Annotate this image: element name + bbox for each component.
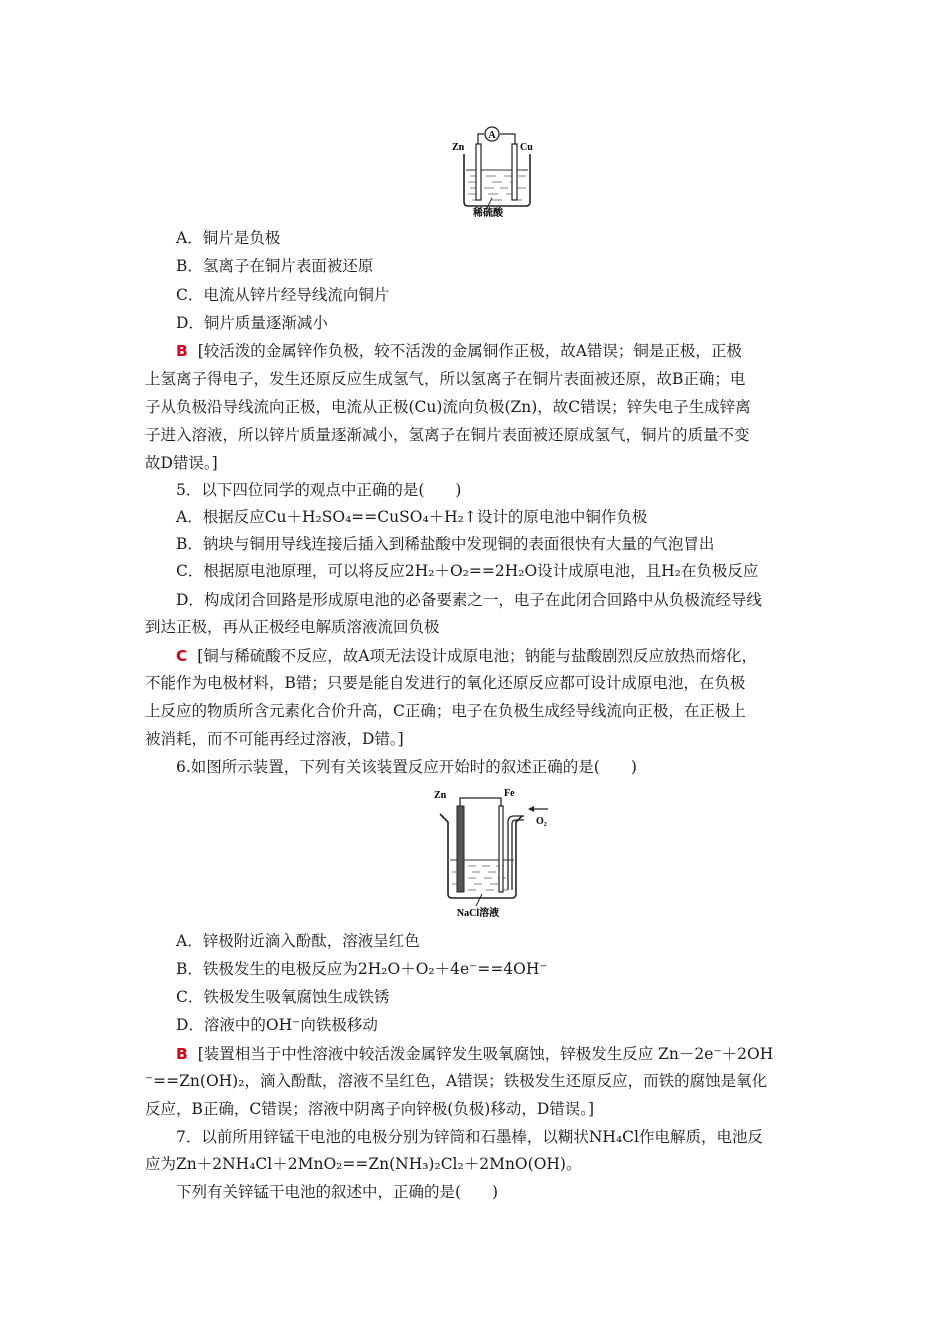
q4-explanation-5: 故D错误。] [145,454,218,472]
q5-answer: C [176,647,188,665]
q5-explanation-2: 不能作为电极材料，B错；只要是能自发进行的氧化还原反应都可设计成原电池，在负极 [145,674,746,692]
zn-label: Zn [452,142,465,153]
q4-option-d: D．铜片质量逐渐减小 [176,314,328,332]
fe-label: Fe [504,788,515,799]
q4-explanation-4: 子进入溶液，所以锌片质量逐渐减小，氢离子在铜片表面被还原成氢气，铜片的质量不变 [145,426,750,444]
zn-cu-cell-diagram [452,126,542,218]
q7-stem-2: 应为Zn＋2NH₄Cl＋2MnO₂==Zn(NH₃)₂Cl₂＋2MnO(OH)。 [145,1155,582,1173]
q4-option-b: B．氢离子在铜片表面被还原 [176,257,374,275]
q6-option-a: A．锌极附近滴入酚酞，溶液呈红色 [176,932,420,950]
q5-option-a: A．根据反应Cu＋H₂SO₄==CuSO₄＋H₂↑设计的原电池中铜作负极 [176,508,648,526]
q4-explanation-1: [较活泼的金属锌作负极，较不活泼的金属铜作正极，故A错误；铜是正极，正极 [197,342,742,360]
q7-stem-1: 7．以前所用锌锰干电池的电极分别为锌筒和石墨棒，以糊状NH₄Cl作电解质，电池反 [176,1128,763,1146]
q6-explanation-2: ⁻==Zn(OH)₂，滴入酚酞，溶液不呈红色，A错误；铁极发生还原反应，而铁的腐蚀是氧化 [145,1072,768,1090]
q5-option-b: B．钠块与铜用导线连接后插入到稀盐酸中发现铜的表面很快有大量的气泡冒出 [176,535,715,553]
q4-option-c: C．电流从锌片经导线流向铜片 [176,286,390,304]
q5-option-d-1: D．构成闭合回路是形成原电池的必备要素之一，电子在此闭合回路中从负极流经导线 [176,591,762,609]
q5-explanation-4: 被消耗，而不可能再经过溶液，D错。] [145,730,404,748]
q4-answer-line [176,341,742,361]
q5-answer-line [176,646,757,666]
q6-explanation-1: [装置相当于中性溶液中较活泼金属锌发生吸氧腐蚀，锌极发生反应 Zn－2e⁻＋2OH [197,1045,774,1063]
q6-option-d: D．溶液中的OH⁻向铁极移动 [176,1016,378,1034]
q5-option-d-2: 到达正极，再从正极经电解质溶液流回负极 [145,618,440,636]
q4-option-a: A．铜片是负极 [176,229,281,247]
q6-answer-line [176,1044,773,1064]
zn-label: Zn [434,790,447,801]
solution-label: NaCl溶液 [456,908,500,919]
q5-stem: 5．以下四位同学的观点中正确的是( ) [176,481,462,499]
q6-option-b: B．铁极发生的电极反应为2H₂O＋O₂＋4e⁻==4OH⁻ [176,960,548,978]
q4-explanation-3: 子从负极沿导线流向正极，电流从正极(Cu)流向负极(Zn)，故C错误；锌失电子生成锌离 [145,398,751,416]
cu-label: Cu [520,142,533,153]
q5-explanation-3: 上反应的物质所含元素化合价升高，C正确；电子在负极生成经导线流向正极，在正极上 [145,702,746,720]
q6-explanation-3: 反应，B正确，C错误；溶液中阴离子向锌极(负极)移动，D错误。] [145,1100,595,1118]
q5-option-c: C．根据原电池原理，可以将反应2H₂＋O₂==2H₂O设计成原电池，且H₂在负极反应 [176,562,759,580]
o2-label: O₂ [536,816,547,827]
solution-label: 稀硫酸 [473,208,503,218]
ammeter-label: A [488,130,496,141]
q4-answer: B [176,342,188,360]
q7-stem-3: 下列有关锌锰干电池的叙述中，正确的是( ) [176,1183,499,1201]
q6-answer: B [176,1045,188,1063]
q6-option-c: C．铁极发生吸氧腐蚀生成铁锈 [176,988,390,1006]
zn-fe-corrosion-diagram [428,786,558,920]
q5-explanation-1: [铜与稀硫酸不反应，故A项无法设计成原电池；钠能与盐酸剧烈反应放热而熔化， [197,647,757,665]
q4-explanation-2: 上氢离子得电子，发生还原反应生成氢气，所以氢离子在铜片表面被还原，故B正确；电 [145,370,746,388]
q6-stem: 6.如图所示装置，下列有关该装置反应开始时的叙述正确的是( ) [176,758,637,776]
